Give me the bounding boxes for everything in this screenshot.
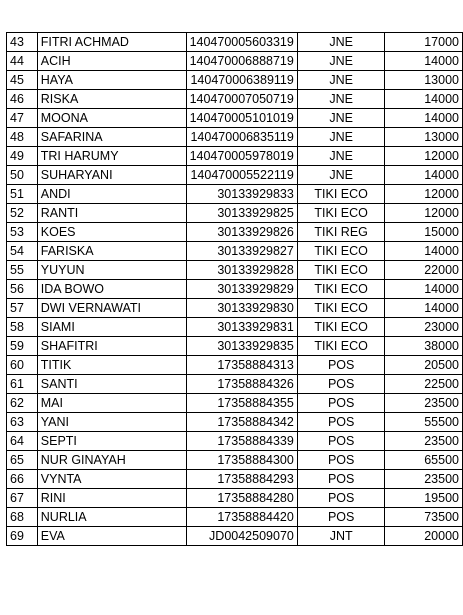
row-number-cell: 49: [7, 147, 38, 166]
recipient-name-cell: SAFARINA: [37, 128, 186, 147]
tracking-number-cell: 17358884339: [186, 432, 297, 451]
recipient-name-cell: SIAMI: [37, 318, 186, 337]
shipping-cost-cell: 38000: [385, 337, 463, 356]
row-number-cell: 53: [7, 223, 38, 242]
courier-cell: TIKI ECO: [297, 242, 385, 261]
row-number-cell: 65: [7, 451, 38, 470]
courier-cell: POS: [297, 413, 385, 432]
tracking-number-cell: 30133929835: [186, 337, 297, 356]
tracking-number-cell: 17358884300: [186, 451, 297, 470]
shipping-cost-cell: 22000: [385, 261, 463, 280]
shipping-cost-cell: 13000: [385, 71, 463, 90]
row-number-cell: 59: [7, 337, 38, 356]
row-number-cell: 48: [7, 128, 38, 147]
table-row: [7, 432, 463, 451]
table-row: [7, 204, 463, 223]
courier-cell: TIKI ECO: [297, 299, 385, 318]
table-row: [7, 337, 463, 356]
recipient-name-cell: NUR GINAYAH: [37, 451, 186, 470]
table-row: [7, 451, 463, 470]
courier-cell: JNE: [297, 166, 385, 185]
courier-cell: JNE: [297, 147, 385, 166]
shipping-cost-cell: 14000: [385, 166, 463, 185]
tracking-number-cell: 30133929830: [186, 299, 297, 318]
row-number-cell: 58: [7, 318, 38, 337]
row-number-cell: 66: [7, 470, 38, 489]
recipient-name-cell: YUYUN: [37, 261, 186, 280]
tracking-number-cell: 30133929829: [186, 280, 297, 299]
tracking-number-cell: 140470006389119: [186, 71, 297, 90]
courier-cell: POS: [297, 470, 385, 489]
recipient-name-cell: MOONA: [37, 109, 186, 128]
table-row: [7, 413, 463, 432]
row-number-cell: 56: [7, 280, 38, 299]
table-row: [7, 489, 463, 508]
row-number-cell: 45: [7, 71, 38, 90]
shipping-cost-cell: 23500: [385, 470, 463, 489]
recipient-name-cell: ACIH: [37, 52, 186, 71]
tracking-number-cell: 17358884293: [186, 470, 297, 489]
courier-cell: TIKI ECO: [297, 261, 385, 280]
table-row: [7, 223, 463, 242]
row-number-cell: 47: [7, 109, 38, 128]
row-number-cell: 63: [7, 413, 38, 432]
courier-cell: POS: [297, 508, 385, 527]
recipient-name-cell: RISKA: [37, 90, 186, 109]
shipping-cost-cell: 65500: [385, 451, 463, 470]
recipient-name-cell: RANTI: [37, 204, 186, 223]
tracking-number-cell: 140470006835119: [186, 128, 297, 147]
courier-cell: JNE: [297, 33, 385, 52]
tracking-number-cell: 140470005101019: [186, 109, 297, 128]
tracking-number-cell: 17358884326: [186, 375, 297, 394]
recipient-name-cell: MAI: [37, 394, 186, 413]
recipient-name-cell: VYNTA: [37, 470, 186, 489]
courier-cell: POS: [297, 432, 385, 451]
courier-cell: TIKI REG: [297, 223, 385, 242]
table-row: [7, 147, 463, 166]
row-number-cell: 60: [7, 356, 38, 375]
tracking-number-cell: 30133929825: [186, 204, 297, 223]
table-row: [7, 33, 463, 52]
tracking-number-cell: 140470005603319: [186, 33, 297, 52]
courier-cell: JNE: [297, 128, 385, 147]
tracking-number-cell: 30133929831: [186, 318, 297, 337]
shipping-cost-cell: 55500: [385, 413, 463, 432]
table-row: [7, 185, 463, 204]
courier-cell: POS: [297, 451, 385, 470]
table-row: [7, 71, 463, 90]
courier-cell: JNE: [297, 71, 385, 90]
table-row: [7, 128, 463, 147]
recipient-name-cell: SANTI: [37, 375, 186, 394]
table-row: [7, 318, 463, 337]
recipient-name-cell: NURLIA: [37, 508, 186, 527]
courier-cell: TIKI ECO: [297, 280, 385, 299]
table-row: [7, 90, 463, 109]
tracking-number-cell: 140470005522119: [186, 166, 297, 185]
recipient-name-cell: DWI VERNAWATI: [37, 299, 186, 318]
row-number-cell: 52: [7, 204, 38, 223]
table-row: [7, 280, 463, 299]
table-row: [7, 242, 463, 261]
tracking-number-cell: 140470007050719: [186, 90, 297, 109]
table-row: [7, 527, 463, 546]
courier-cell: POS: [297, 394, 385, 413]
shipping-cost-cell: 22500: [385, 375, 463, 394]
shipping-cost-cell: 15000: [385, 223, 463, 242]
table-row: [7, 52, 463, 71]
shipping-cost-cell: 23500: [385, 394, 463, 413]
table-row: [7, 394, 463, 413]
table-row: [7, 508, 463, 527]
shipping-cost-cell: 73500: [385, 508, 463, 527]
shipment-table: [6, 32, 463, 546]
table-row: [7, 261, 463, 280]
row-number-cell: 67: [7, 489, 38, 508]
row-number-cell: 62: [7, 394, 38, 413]
shipping-cost-cell: 13000: [385, 128, 463, 147]
shipping-cost-cell: 14000: [385, 52, 463, 71]
recipient-name-cell: RINI: [37, 489, 186, 508]
recipient-name-cell: IDA BOWO: [37, 280, 186, 299]
shipping-cost-cell: 19500: [385, 489, 463, 508]
courier-cell: JNT: [297, 527, 385, 546]
recipient-name-cell: SEPTI: [37, 432, 186, 451]
recipient-name-cell: ANDI: [37, 185, 186, 204]
recipient-name-cell: FITRI ACHMAD: [37, 33, 186, 52]
row-number-cell: 51: [7, 185, 38, 204]
table-row: [7, 470, 463, 489]
table-row: [7, 109, 463, 128]
recipient-name-cell: TRI HARUMY: [37, 147, 186, 166]
tracking-number-cell: 30133929833: [186, 185, 297, 204]
row-number-cell: 69: [7, 527, 38, 546]
table-row: [7, 356, 463, 375]
row-number-cell: 50: [7, 166, 38, 185]
shipping-cost-cell: 12000: [385, 204, 463, 223]
row-number-cell: 68: [7, 508, 38, 527]
tracking-number-cell: 17358884313: [186, 356, 297, 375]
recipient-name-cell: HAYA: [37, 71, 186, 90]
recipient-name-cell: YANI: [37, 413, 186, 432]
courier-cell: POS: [297, 375, 385, 394]
shipping-cost-cell: 12000: [385, 185, 463, 204]
tracking-number-cell: 17358884355: [186, 394, 297, 413]
recipient-name-cell: FARISKA: [37, 242, 186, 261]
shipping-cost-cell: 23500: [385, 432, 463, 451]
shipping-cost-cell: 14000: [385, 109, 463, 128]
recipient-name-cell: KOES: [37, 223, 186, 242]
shipping-cost-cell: 17000: [385, 33, 463, 52]
shipping-cost-cell: 14000: [385, 299, 463, 318]
shipping-cost-cell: 20000: [385, 527, 463, 546]
shipping-cost-cell: 23000: [385, 318, 463, 337]
recipient-name-cell: SUHARYANI: [37, 166, 186, 185]
shipping-cost-cell: 14000: [385, 242, 463, 261]
courier-cell: JNE: [297, 90, 385, 109]
shipping-cost-cell: 14000: [385, 90, 463, 109]
row-number-cell: 44: [7, 52, 38, 71]
table-row: [7, 375, 463, 394]
row-number-cell: 46: [7, 90, 38, 109]
recipient-name-cell: TITIK: [37, 356, 186, 375]
shipment-table-body: [7, 33, 463, 546]
tracking-number-cell: JD0042509070: [186, 527, 297, 546]
table-row: [7, 299, 463, 318]
tracking-number-cell: 140470006888719: [186, 52, 297, 71]
tracking-number-cell: 17358884342: [186, 413, 297, 432]
courier-cell: TIKI ECO: [297, 318, 385, 337]
courier-cell: TIKI ECO: [297, 204, 385, 223]
recipient-name-cell: EVA: [37, 527, 186, 546]
tracking-number-cell: 17358884420: [186, 508, 297, 527]
tracking-number-cell: 30133929828: [186, 261, 297, 280]
courier-cell: TIKI ECO: [297, 337, 385, 356]
row-number-cell: 61: [7, 375, 38, 394]
tracking-number-cell: 30133929827: [186, 242, 297, 261]
tracking-number-cell: 30133929826: [186, 223, 297, 242]
recipient-name-cell: SHAFITRI: [37, 337, 186, 356]
tracking-number-cell: 17358884280: [186, 489, 297, 508]
row-number-cell: 64: [7, 432, 38, 451]
courier-cell: POS: [297, 489, 385, 508]
shipping-cost-cell: 12000: [385, 147, 463, 166]
courier-cell: TIKI ECO: [297, 185, 385, 204]
tracking-number-cell: 140470005978019: [186, 147, 297, 166]
courier-cell: JNE: [297, 109, 385, 128]
row-number-cell: 43: [7, 33, 38, 52]
row-number-cell: 55: [7, 261, 38, 280]
courier-cell: POS: [297, 356, 385, 375]
row-number-cell: 57: [7, 299, 38, 318]
row-number-cell: 54: [7, 242, 38, 261]
table-row: [7, 166, 463, 185]
shipping-cost-cell: 20500: [385, 356, 463, 375]
courier-cell: JNE: [297, 52, 385, 71]
shipping-cost-cell: 14000: [385, 280, 463, 299]
